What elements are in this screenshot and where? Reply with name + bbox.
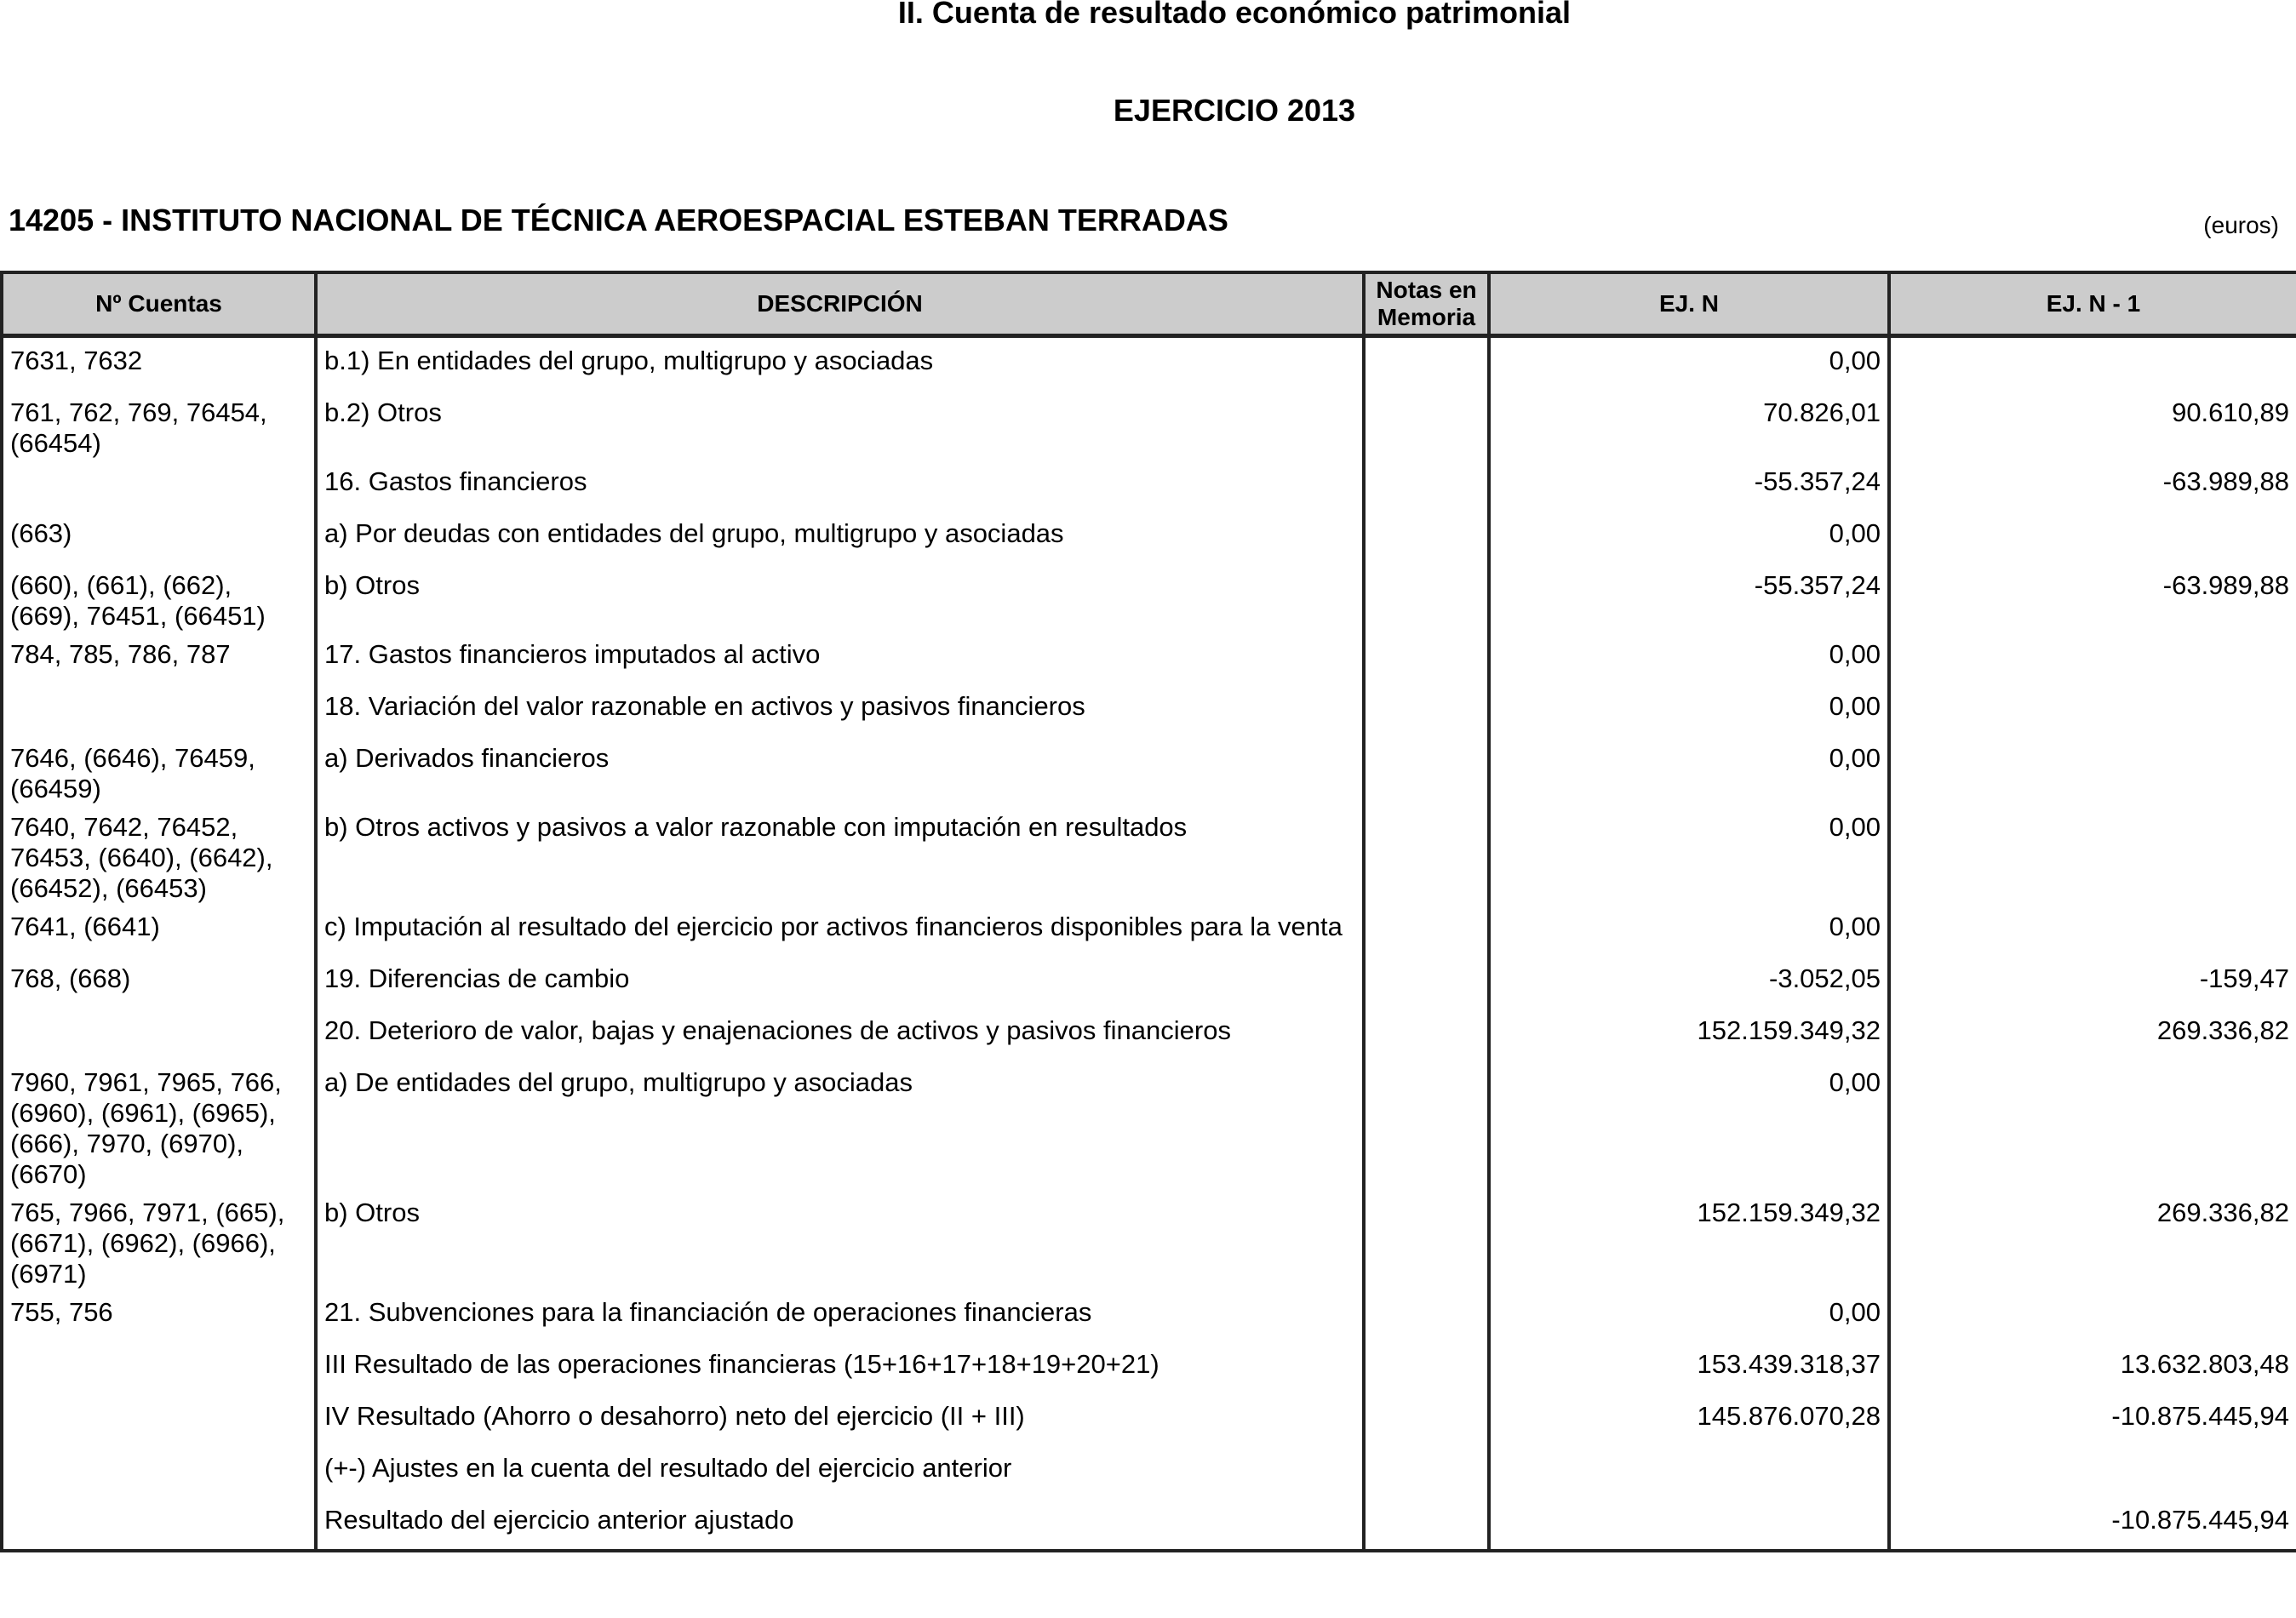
description-cell: Resultado del ejercicio anterior ajustado xyxy=(316,1497,1364,1551)
table-row xyxy=(2,735,2296,804)
notes-cell xyxy=(1364,1060,1489,1190)
table-row xyxy=(2,563,2296,632)
description-cell: b) Otros xyxy=(316,563,1364,632)
account-codes-cell: 768, (668) xyxy=(2,956,316,1008)
notes-cell xyxy=(1364,390,1489,459)
previous-year-amount-cell xyxy=(1889,1445,2296,1497)
table-row xyxy=(2,804,2296,904)
notes-cell xyxy=(1364,904,1489,956)
income-statement-table xyxy=(0,271,2296,1552)
notes-cell xyxy=(1364,1008,1489,1060)
notes-cell xyxy=(1364,1497,1489,1551)
account-codes-cell: 7640, 7642, 76452, 76453, (6640), (6642), (66452), (66453) xyxy=(2,804,316,904)
fiscal-year-title: EJERCICIO 2013 xyxy=(1113,93,1356,128)
description-cell: b.2) Otros xyxy=(316,390,1364,459)
account-codes-cell: 7960, 7961, 7965, 766, (6960), (6961), (6965), (666), 7970, (6970), (6670) xyxy=(2,1060,316,1190)
current-year-amount-cell: 152.159.349,32 xyxy=(1489,1008,1889,1060)
table-row xyxy=(2,1289,2296,1341)
table-row xyxy=(2,390,2296,459)
table-header-row xyxy=(2,272,2296,336)
notes-cell xyxy=(1364,1289,1489,1341)
notes-cell xyxy=(1364,956,1489,1008)
account-codes-cell xyxy=(2,683,316,735)
previous-year-amount-cell: 269.336,82 xyxy=(1889,1190,2296,1289)
description-cell: b) Otros activos y pasivos a valor razonable con imputación en resultados xyxy=(316,804,1364,904)
column-header-accounts: Nº Cuentas xyxy=(2,272,316,336)
currency-unit-label: (euros) xyxy=(2203,212,2279,238)
notes-cell xyxy=(1364,459,1489,511)
previous-year-amount-cell: 269.336,82 xyxy=(1889,1008,2296,1060)
table-row xyxy=(2,956,2296,1008)
table-row xyxy=(2,459,2296,511)
current-year-amount-cell xyxy=(1489,1497,1889,1551)
current-year-amount-cell: 0,00 xyxy=(1489,1289,1889,1341)
current-year-amount-cell: 153.439.318,37 xyxy=(1489,1341,1889,1393)
table-row xyxy=(2,1190,2296,1289)
description-cell: b.1) En entidades del grupo, multigrupo y asociadas xyxy=(316,336,1364,391)
account-codes-cell: (660), (661), (662), (669), 76451, (66451) xyxy=(2,563,316,632)
column-header-notes: Notas en Memoria xyxy=(1364,272,1489,336)
previous-year-amount-cell xyxy=(1889,336,2296,391)
current-year-amount-cell: -3.052,05 xyxy=(1489,956,1889,1008)
description-cell: III Resultado de las operaciones financieras (15+16+17+18+19+20+21) xyxy=(316,1341,1364,1393)
table-row xyxy=(2,1445,2296,1497)
notes-cell xyxy=(1364,1393,1489,1445)
account-codes-cell: 7641, (6641) xyxy=(2,904,316,956)
description-cell: 21. Subvenciones para la financiación de operaciones financieras xyxy=(316,1289,1364,1341)
description-cell: a) Por deudas con entidades del grupo, multigrupo y asociadas xyxy=(316,511,1364,563)
table-body xyxy=(2,336,2296,1552)
description-cell: c) Imputación al resultado del ejercicio por activos financieros disponibles para la venta xyxy=(316,904,1364,956)
table-row xyxy=(2,1497,2296,1551)
table-row xyxy=(2,904,2296,956)
previous-year-amount-cell xyxy=(1889,632,2296,683)
column-header-current-year: EJ. N xyxy=(1489,272,1889,336)
table-row xyxy=(2,1341,2296,1393)
previous-year-amount-cell: -63.989,88 xyxy=(1889,563,2296,632)
notes-cell xyxy=(1364,735,1489,804)
current-year-amount-cell: 0,00 xyxy=(1489,511,1889,563)
notes-cell xyxy=(1364,511,1489,563)
previous-year-amount-cell xyxy=(1889,511,2296,563)
description-cell: 16. Gastos financieros xyxy=(316,459,1364,511)
report-title: II. Cuenta de resultado económico patrimonial xyxy=(897,0,1572,30)
account-codes-cell: 7631, 7632 xyxy=(2,336,316,391)
table-row xyxy=(2,632,2296,683)
account-codes-cell xyxy=(2,1008,316,1060)
notes-cell xyxy=(1364,336,1489,391)
previous-year-amount-cell xyxy=(1889,683,2296,735)
table-row xyxy=(2,683,2296,735)
current-year-amount-cell: 0,00 xyxy=(1489,735,1889,804)
notes-cell xyxy=(1364,1445,1489,1497)
description-cell: b) Otros xyxy=(316,1190,1364,1289)
entity-name: 14205 - INSTITUTO NACIONAL DE TÉCNICA AEROESPACIAL ESTEBAN TERRADAS xyxy=(9,203,1228,237)
notes-cell xyxy=(1364,804,1489,904)
current-year-amount-cell: 0,00 xyxy=(1489,336,1889,391)
previous-year-amount-cell xyxy=(1889,904,2296,956)
previous-year-amount-cell xyxy=(1889,1060,2296,1190)
previous-year-amount-cell: 13.632.803,48 xyxy=(1889,1341,2296,1393)
previous-year-amount-cell: -63.989,88 xyxy=(1889,459,2296,511)
previous-year-amount-cell: -10.875.445,94 xyxy=(1889,1393,2296,1445)
current-year-amount-cell: -55.357,24 xyxy=(1489,563,1889,632)
current-year-amount-cell: 70.826,01 xyxy=(1489,390,1889,459)
account-codes-cell: 784, 785, 786, 787 xyxy=(2,632,316,683)
account-codes-cell xyxy=(2,1497,316,1551)
table-row xyxy=(2,1008,2296,1060)
table-row xyxy=(2,1060,2296,1190)
notes-cell xyxy=(1364,563,1489,632)
previous-year-amount-cell xyxy=(1889,804,2296,904)
table-row xyxy=(2,511,2296,563)
current-year-amount-cell: 0,00 xyxy=(1489,683,1889,735)
description-cell: IV Resultado (Ahorro o desahorro) neto del ejercicio (II + III) xyxy=(316,1393,1364,1445)
previous-year-amount-cell: 90.610,89 xyxy=(1889,390,2296,459)
description-cell: a) Derivados financieros xyxy=(316,735,1364,804)
current-year-amount-cell: 0,00 xyxy=(1489,904,1889,956)
account-codes-cell xyxy=(2,1393,316,1445)
table-row xyxy=(2,1393,2296,1445)
column-header-description: DESCRIPCIÓN xyxy=(316,272,1364,336)
current-year-amount-cell: 152.159.349,32 xyxy=(1489,1190,1889,1289)
table-row xyxy=(2,336,2296,391)
account-codes-cell xyxy=(2,1341,316,1393)
description-cell: 19. Diferencias de cambio xyxy=(316,956,1364,1008)
previous-year-amount-cell xyxy=(1889,735,2296,804)
current-year-amount-cell: 0,00 xyxy=(1489,804,1889,904)
notes-cell xyxy=(1364,1341,1489,1393)
description-cell: 17. Gastos financieros imputados al activo xyxy=(316,632,1364,683)
notes-cell xyxy=(1364,1190,1489,1289)
current-year-amount-cell: 145.876.070,28 xyxy=(1489,1393,1889,1445)
account-codes-cell xyxy=(2,459,316,511)
description-cell: 20. Deterioro de valor, bajas y enajenaciones de activos y pasivos financieros xyxy=(316,1008,1364,1060)
description-cell: a) De entidades del grupo, multigrupo y asociadas xyxy=(316,1060,1364,1190)
account-codes-cell: 7646, (6646), 76459, (66459) xyxy=(2,735,316,804)
previous-year-amount-cell: -10.875.445,94 xyxy=(1889,1497,2296,1551)
current-year-amount-cell: 0,00 xyxy=(1489,632,1889,683)
notes-cell xyxy=(1364,683,1489,735)
previous-year-amount-cell: -159,47 xyxy=(1889,956,2296,1008)
account-codes-cell: 761, 762, 769, 76454, (66454) xyxy=(2,390,316,459)
description-cell: 18. Variación del valor razonable en activos y pasivos financieros xyxy=(316,683,1364,735)
current-year-amount-cell: 0,00 xyxy=(1489,1060,1889,1190)
account-codes-cell: 755, 756 xyxy=(2,1289,316,1341)
account-codes-cell: (663) xyxy=(2,511,316,563)
notes-cell xyxy=(1364,632,1489,683)
previous-year-amount-cell xyxy=(1889,1289,2296,1341)
description-cell: (+-) Ajustes en la cuenta del resultado del ejercicio anterior xyxy=(316,1445,1364,1497)
current-year-amount-cell xyxy=(1489,1445,1889,1497)
account-codes-cell xyxy=(2,1445,316,1497)
column-header-previous-year: EJ. N - 1 xyxy=(1889,272,2296,336)
account-codes-cell: 765, 7966, 7971, (665), (6671), (6962), (6966), (6971) xyxy=(2,1190,316,1289)
current-year-amount-cell: -55.357,24 xyxy=(1489,459,1889,511)
